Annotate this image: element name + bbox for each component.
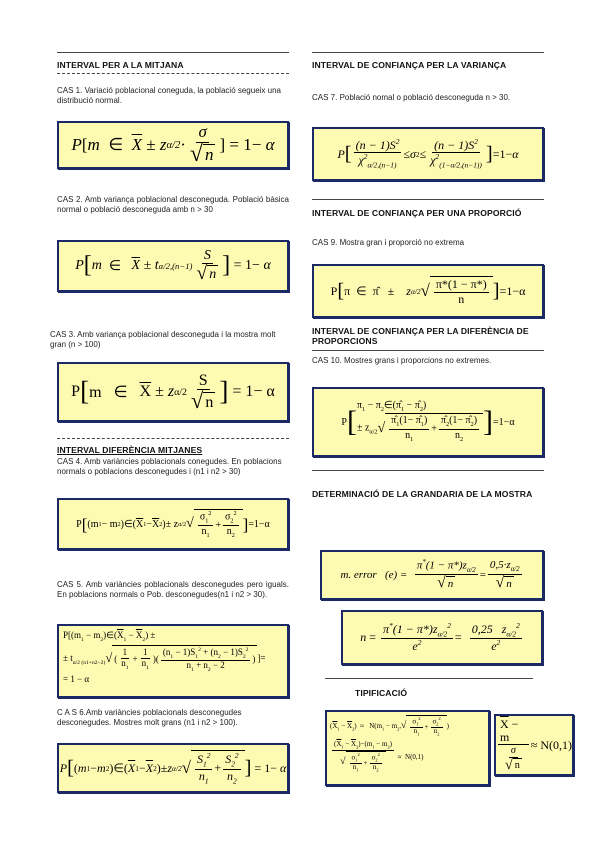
divider bbox=[312, 199, 544, 200]
case-7-description: CAS 7. Població nomal o població desconeguda n > 30. bbox=[312, 93, 511, 102]
formula-standardization-difference: $(\overline{X}_1 - \overline{X}_2) \approx N(m_1 - m_2$, √ $\frac{\sigma_1^2}{n_1}$ + $\frac{\sigma_2^2}{n_2}$ ) $(\overline{X}_1 - \overline{X}_2)-(m_1 - m_2)$ √ $\frac{\sigma_1^2}{n_1}$ + $\frac{\sigma_2^2}{n_2}$ ≈ N(0,1) bbox=[325, 710, 490, 786]
case-5-description: CAS 5. Amb variàncies poblacionals desconegudes pero iguals. En poblacions normals o Pob. desconegudes(n1 i n2 > 30). bbox=[57, 580, 289, 599]
divider bbox=[57, 73, 289, 74]
formula-case-9: P [ π ∈ π̂ ± z α/2 √ $\frac{\pi*(1 - \pi*)}{n}$ ] =1−α bbox=[312, 264, 544, 318]
divider bbox=[57, 438, 289, 439]
case-1-description: CAS 1. Variació poblacional coneguda, la població segueix una distribució normal. bbox=[57, 86, 282, 105]
formula-case-4: P [ (m 1 − m 2 )∈( $\overline{X}$ 1 − $\overline{X}$ 2 )± z α/2 √ $\frac{\sigma_1^2}{n_1}$ + $\frac{\sigma_2^2}{n_2}$ ] =1−α bbox=[57, 498, 289, 550]
formula-case-2: P [ m ∈ $\overline{X}$ ± t α/2,(n−1) S √ n ] = 1− α bbox=[57, 240, 289, 292]
top-rule-right bbox=[312, 52, 544, 53]
error-label: m. error bbox=[340, 569, 377, 581]
section-title-mean: INTERVAL PER A LA MITJANA bbox=[57, 60, 184, 70]
section-title-mean-difference: INTERVAL DIFERÈNCIA MITJANES bbox=[57, 445, 203, 455]
error-variable: (e) = bbox=[384, 569, 408, 581]
formula-error: m. error (e) = $\pi^*(1 - \pi*)z_{\alpha/2}$ √ n = $0,5\cdot z_{\alpha/2}$ √ n bbox=[320, 550, 544, 600]
formula-case-5: $P[(m_1$ − $m_2)\in(\overline{X}_1 - \overline{X}_2)$ ± ± $t_{\alpha/2 (n1+n2-2)}$ √ ( $\frac{1}{n_1}$ + $\frac{1}{n_1}$ )( $\frac{(n_1 - 1)S_1^2 + (n_2 - 1)S_2^2}{n_1 + n_2 - 2}$ ) ]= = 1 − α bbox=[57, 624, 289, 698]
formula-sample-size: n = $\frac{\pi^*(1 - \pi*)z_{\alpha/2}^2}{e^2}$ = $\frac{0,25 z_{\alpha/2}^2}{e^2}$ bbox=[341, 610, 543, 665]
case-3-description: CAS 3. Amb variança poblacional desconeguda i la mostra molt gran (n > 100) bbox=[50, 330, 276, 349]
divider bbox=[312, 470, 544, 471]
case-4-description: CAS 4. Amb variàncies poblacionals conegudes. En poblacions normals o poblacions desconegudes i (n1 i n2 > 30) bbox=[57, 457, 282, 476]
section-title-standardization: TIPIFICACIÓ bbox=[355, 688, 408, 698]
divider bbox=[312, 350, 544, 351]
case-9-description: CAS 9. Mostra gran i proporció no extrema bbox=[312, 238, 465, 247]
formula-case-3: P [ m ∈ $\overline{X}$ ± z α/2 S √ n ] = 1− α bbox=[57, 362, 289, 422]
section-title-variance: INTERVAL DE CONFIANÇA PER LA VARIANÇA bbox=[312, 60, 507, 70]
formula-case-10: P [ $\pi_1$ − $\pi_2\in(\pî_1$ − $\pî_2$) ± $z_{\alpha/2}$ √ $\frac{\pî_1(1- \pî_1)}{n_1}$ + $\frac{\pî_2(1- \pî_2)}{n_2}$ ] =1−α bbox=[312, 387, 544, 457]
formula-case-1: P [ m ∈ $\overline{X}$ ± z α/2 · σ √ n ] = 1− α bbox=[57, 121, 289, 169]
section-title-proportion-difference: INTERVAL DE CONFIANÇA PER LA DIFERÈNCIA DE PROPORCIONS bbox=[312, 326, 529, 346]
top-rule-left bbox=[57, 52, 289, 53]
case-6-description: C A S 6.Amb variàncies poblacionals desconegudes desconegudes. Mostres molt grans (n1 i n2 > 100). bbox=[57, 708, 242, 727]
case-10-description: CAS 10. Mostres grans i proporcions no extremes. bbox=[312, 356, 492, 365]
section-title-proportion: INTERVAL DE CONFIANÇA PER UNA PROPORCIÓ bbox=[312, 208, 522, 218]
divider bbox=[325, 678, 533, 679]
case-2-description: CAS 2. Amb variança poblacional desconeguda. Població bàsica normal o població desconeguda amb n > 30 bbox=[57, 195, 289, 214]
formula-standardization-mean: $\overline{X} - m$ σ √ n ≈ N(0,1) bbox=[494, 714, 574, 776]
formula-case-6: P [ ( m 1 − m 2 )∈( $\overline{X}$ 1 − $\overline{X}$ 2 )± z α/2 √ $\frac{S_1^2}{n_1}$ + $\frac{S_2^2}{n_2}$ ] = 1− α bbox=[57, 743, 289, 793]
section-title-sample-size: DETERMINACIÓ DE LA GRANDARIA DE LA MOSTRA bbox=[312, 489, 533, 499]
formula-case-7: P [ $\frac{(n - 1)S^2}{\chi^2_{\alpha/2,(n-1)}}$ ≤ σ 2 ≤ $\frac{(n - 1)S^2}{\chi^2_{(1-\alpha/2,(n-1))}}$ ] =1− α bbox=[312, 127, 544, 181]
